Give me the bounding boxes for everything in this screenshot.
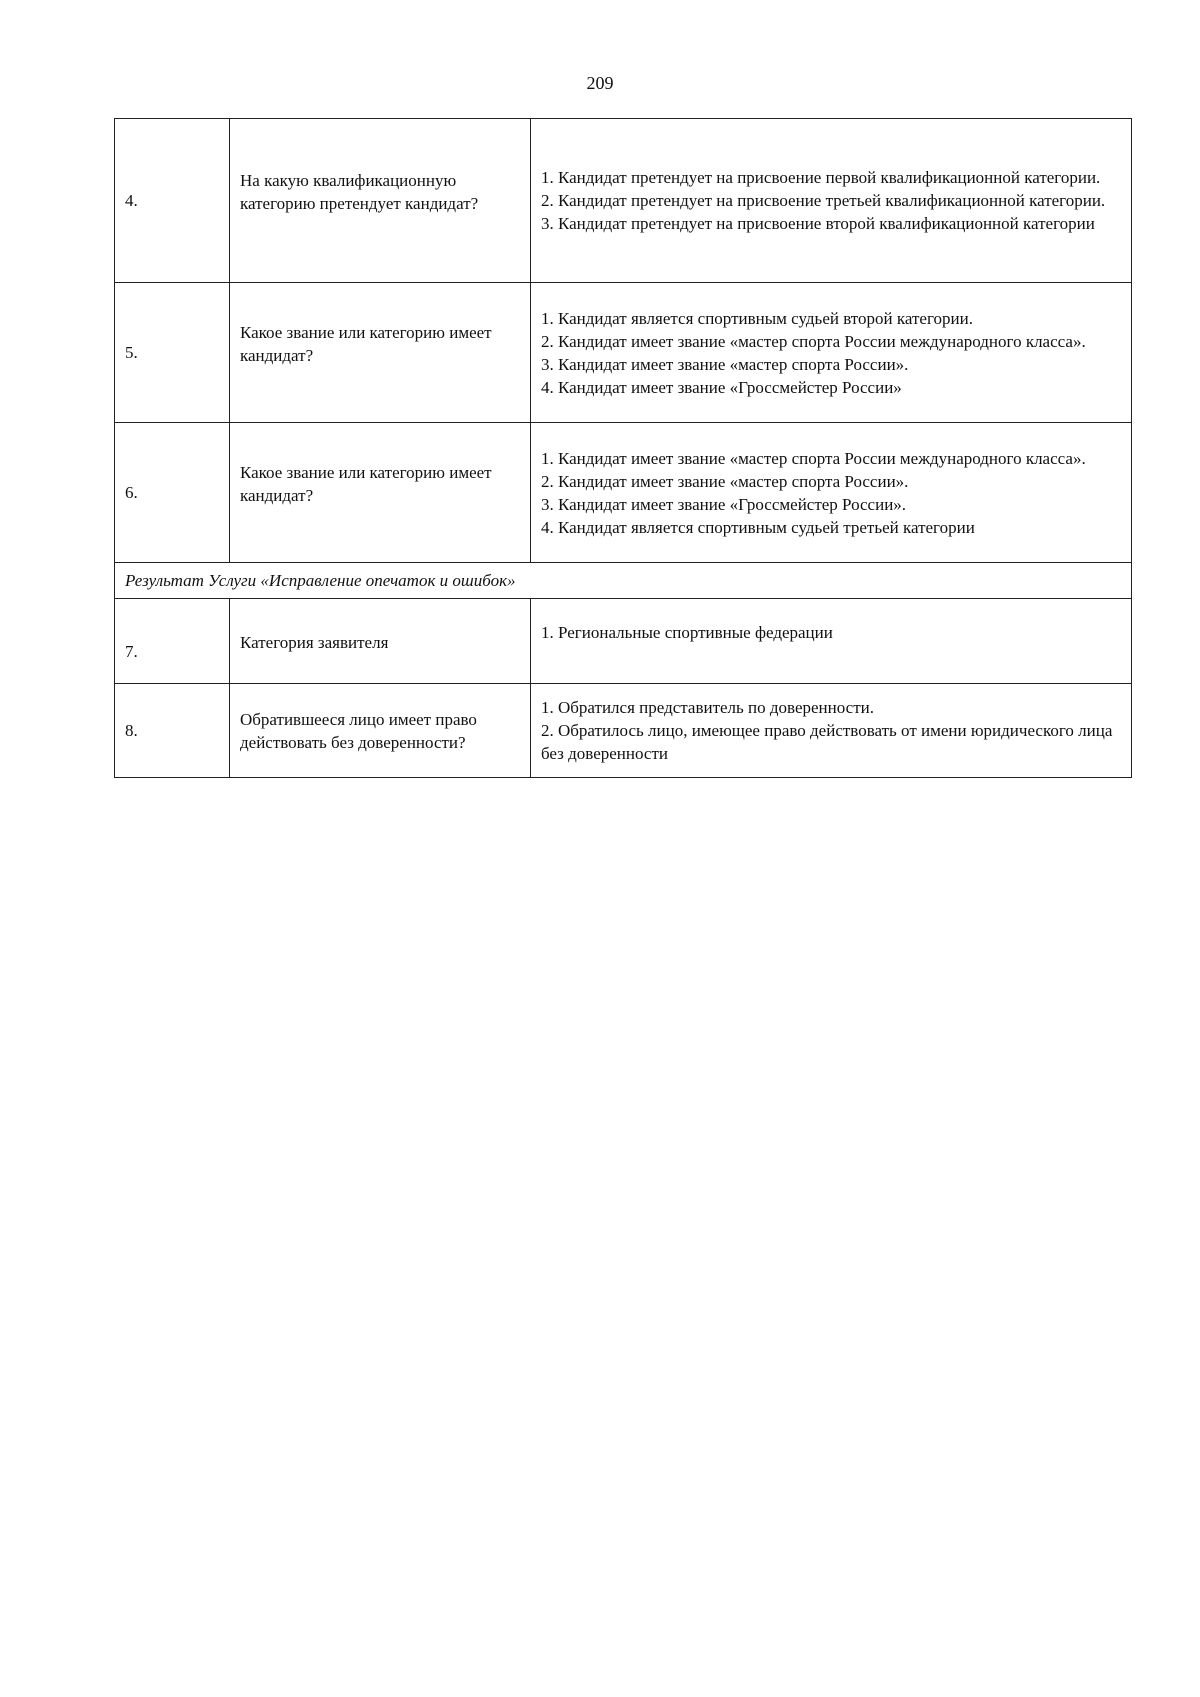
section-title: Результат Услуги «Исправление опечаток и ошибок» [115,563,1132,599]
table-row [115,684,1132,778]
answer-item: 3. Кандидат имеет звание «Гроссмейстер России». [541,494,907,514]
question-text: Категория заявителя [240,632,389,652]
row-number: 8. [115,684,230,778]
row-answers [531,283,1132,423]
answer-item: 1. Кандидат является спортивным судьей второй категории. [541,308,973,328]
row-answers [531,119,1132,283]
row-number: 7. [115,599,230,684]
row-question [230,423,531,563]
answer-item: 4. Кандидат является спортивным судьей третьей категории [541,517,975,537]
question-text: Какое звание или категорию имеет кандидат? [240,462,492,505]
question-text: Обратившееся лицо имеет право действовать без доверенности? [240,709,477,752]
question-text: Какое звание или категорию имеет кандидат? [240,322,492,365]
table-row [115,283,1132,423]
page-number: 209 [586,73,614,93]
section-row [115,563,1132,599]
row-number: 4. [115,119,230,283]
row-question [230,684,531,778]
row-answers [531,599,1132,684]
answer-item: 3. Кандидат претендует на присвоение второй квалификационной категории [541,214,1095,233]
table-row [115,423,1132,563]
answer-item: 2. Кандидат имеет звание «мастер спорта России международного класса». [541,331,1086,351]
row-question [230,283,531,423]
row-number: 5. [115,283,230,423]
table-row [115,119,1132,283]
table-row [115,599,1132,684]
answer-item: 2. Обратилось лицо, имеющее право действовать от имени юридического лица без доверенности [541,721,1113,763]
answer-item: 1. Региональные спортивные федерации [541,623,833,642]
answer-item: 3. Кандидат имеет звание «мастер спорта России». [541,354,909,374]
row-answers [531,684,1132,778]
answer-item: 2. Кандидат претендует на присвоение третьей квалификационной категории. [541,191,1106,210]
answer-item: 2. Кандидат имеет звание «мастер спорта России». [541,471,909,491]
answer-item: 4. Кандидат имеет звание «Гроссмейстер России» [541,377,902,397]
row-number: 6. [115,423,230,563]
row-answers [531,423,1132,563]
criteria-table [114,118,1132,778]
row-question [230,119,531,283]
answer-item: 1. Кандидат претендует на присвоение первой квалификационной категории. [541,168,1101,187]
row-question [230,599,531,684]
question-text: На какую квалификационную категорию претендует кандидат? [240,170,479,213]
answer-item: 1. Кандидат имеет звание «мастер спорта России международного класса». [541,448,1086,468]
answer-item: 1. Обратился представитель по доверенности. [541,698,874,717]
